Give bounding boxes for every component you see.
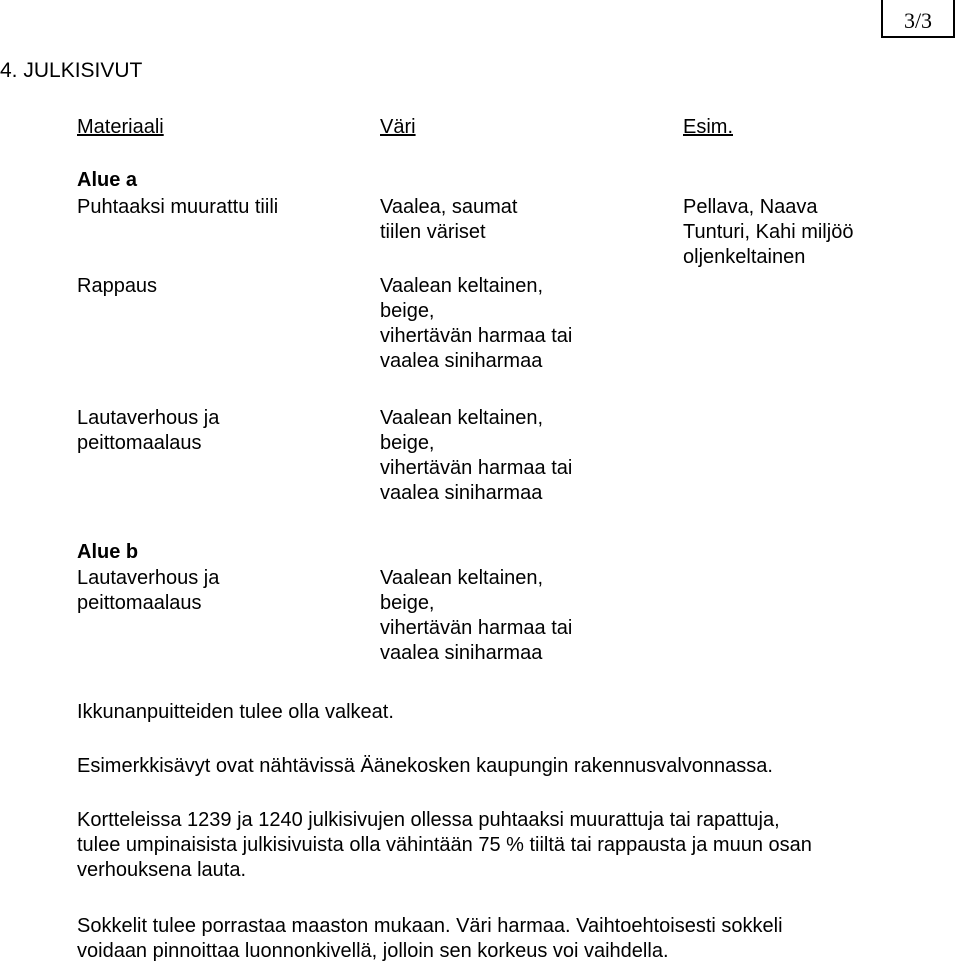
area-a-row2-color: Vaalean keltainen, beige, vihertävän harmaa tai vaalea siniharmaa xyxy=(380,275,573,372)
area-a-title: Alue a xyxy=(77,169,138,191)
area-b-title: Alue b xyxy=(77,541,139,563)
column-header-color: Väri xyxy=(380,116,416,138)
paragraph-blocks-facades: Kortteleissa 1239 ja 1240 julkisivujen ollessa puhtaaksi muurattuja tai rapattuja, tulee umpinaisista julkisivuista olla vähintään 75 % tiiltä tai rappausta ja muun osan verhouksena lauta. xyxy=(77,809,812,881)
area-a-row3-material: Lautaverhous ja peittomaalaus xyxy=(77,407,220,454)
area-b-row1-color: Vaalean keltainen, beige, vihertävän harmaa tai vaalea siniharmaa xyxy=(380,567,573,664)
paragraph-window-frames: Ikkunanpuitteiden tulee olla valkeat. xyxy=(77,701,394,723)
area-b-row1-material: Lautaverhous ja peittomaalaus xyxy=(77,567,220,614)
area-a-row3-color: Vaalean keltainen, beige, vihertävän harmaa tai vaalea siniharmaa xyxy=(380,407,573,504)
area-a-row1-example: Pellava, Naava Tunturi, Kahi miljöö oljenkeltainen xyxy=(683,196,854,268)
column-header-material: Materiaali xyxy=(77,116,164,138)
paragraph-plinths: Sokkelit tulee porrastaa maaston mukaan. Väri harmaa. Vaihtoehtoisesti sokkeli voidaan pinnoittaa luonnonkivellä, jolloin sen korkeus voi vaihdella. xyxy=(77,915,783,962)
area-a-row1-material: Puhtaaksi muurattu tiili xyxy=(77,196,279,218)
column-header-example: Esim. xyxy=(683,116,733,138)
area-a-row2-material: Rappaus xyxy=(77,275,158,297)
section-heading: 4. JULKISIVUT xyxy=(0,59,143,82)
page-number: 3/3 xyxy=(881,0,955,38)
paragraph-example-colors: Esimerkkisävyt ovat nähtävissä Äänekosken kaupungin rakennusvalvonnassa. xyxy=(77,755,773,777)
area-a-row1-color: Vaalea, saumat tiilen väriset xyxy=(380,196,518,243)
